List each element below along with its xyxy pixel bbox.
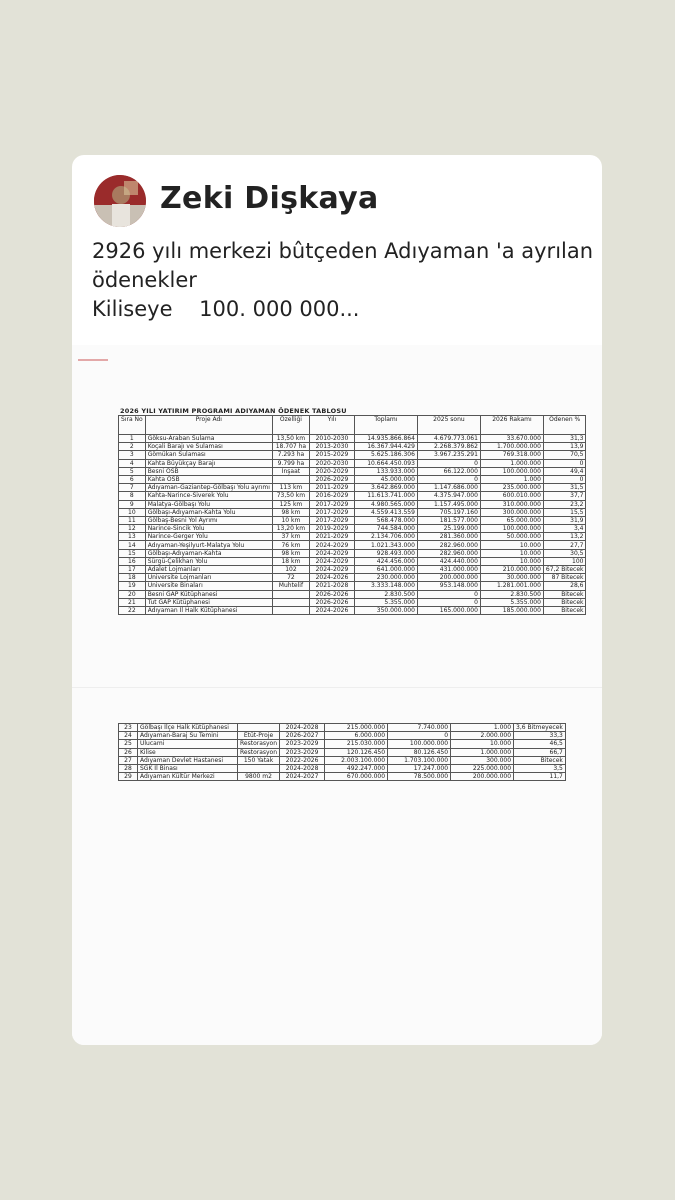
cell-oz: 9800 m2 (238, 773, 280, 781)
table-row (119, 732, 566, 740)
cell-yil: 2024-2026 (309, 606, 354, 614)
cell-rak: 200.000.000 (451, 773, 514, 781)
cell-top: 120.126.450 (325, 748, 388, 756)
table-row (119, 508, 586, 516)
cell-no: 9 (119, 500, 146, 508)
table-row (119, 756, 566, 764)
cell-od: 15,5 (543, 508, 586, 516)
table-row (119, 557, 586, 565)
cell-top: 16.367.944.429 (354, 443, 417, 451)
cell-no: 11 (119, 516, 146, 524)
cell-od: 31,3 (543, 435, 586, 443)
cell-yil: 2013-2030 (309, 443, 354, 451)
cell-oz: 13,50 km (272, 435, 309, 443)
cell-ad: Kilise (138, 748, 238, 756)
cell-sonu: 705.197.160 (417, 508, 480, 516)
cell-oz: 76 km (272, 541, 309, 549)
avatar-photo (94, 175, 146, 227)
cell-oz: 150 Yatak (238, 756, 280, 764)
cell-sonu: 4.375.947.000 (417, 492, 480, 500)
cell-top: 492.247.000 (325, 764, 388, 772)
cell-rak: 1.000 (480, 475, 543, 483)
cell-yil: 2010-2030 (309, 435, 354, 443)
cell-od: Bitecek (543, 598, 586, 606)
cell-oz: 113 km (272, 484, 309, 492)
table-row (119, 566, 586, 574)
cell-sonu: 165.000.000 (417, 606, 480, 614)
cell-top: 1.021.343.000 (354, 541, 417, 549)
cell-rak: 769.318.000 (480, 451, 543, 459)
cell-od: 11,7 (514, 773, 566, 781)
cell-sonu: 66.122.000 (417, 467, 480, 475)
cell-no: 4 (119, 459, 146, 467)
cell-rak: 33.670.000 (480, 435, 543, 443)
cell-yil: 2022-2026 (280, 756, 325, 764)
post-text (92, 237, 592, 324)
document-photo[interactable] (72, 345, 602, 1045)
table-row (119, 598, 586, 606)
table-row (119, 467, 586, 475)
cell-od: 27,7 (543, 541, 586, 549)
cell-yil: 2017-2029 (309, 516, 354, 524)
cell-yil: 2026-2027 (280, 732, 325, 740)
cell-ad: Gölbaş-Besni Yol Ayrımı (145, 516, 272, 524)
cell-yil: 2020-2030 (309, 459, 354, 467)
cell-oz: Etüt-Proje (238, 732, 280, 740)
cell-rak: 210.000.000 (480, 566, 543, 574)
table-row (119, 574, 586, 582)
cell-oz (272, 598, 309, 606)
cell-sonu: 1.157.495.000 (417, 500, 480, 508)
cell-rak: 300.000.000 (480, 508, 543, 516)
cell-rak: 300.000 (451, 756, 514, 764)
cell-sonu: 1.703.100.000 (388, 756, 451, 764)
table-row (119, 443, 586, 451)
cell-top: 3.333.148.000 (354, 582, 417, 590)
cell-oz (272, 590, 309, 598)
cell-ad: Ulucami (138, 740, 238, 748)
cell-rak: 100.000.000 (480, 467, 543, 475)
cell-no: 26 (119, 748, 138, 756)
cell-od: 0 (543, 475, 586, 483)
cell-no: 17 (119, 566, 146, 574)
cell-yil: 2024-2027 (280, 773, 325, 781)
cell-ad: Tut GAP Kütüphanesi (145, 598, 272, 606)
cell-oz (272, 606, 309, 614)
table-row (119, 748, 566, 756)
cell-od: 3,4 (543, 525, 586, 533)
cell-oz: 18 km (272, 557, 309, 565)
cell-oz: İnşaat (272, 467, 309, 475)
cell-top: 4.559.413.559 (354, 508, 417, 516)
cell-oz: 98 km (272, 508, 309, 516)
cell-rak: 10.000 (480, 549, 543, 557)
post-card (72, 155, 602, 1045)
cell-yil: 2021-2028 (309, 582, 354, 590)
cell-rak: 100.000.000 (480, 525, 543, 533)
cell-yil: 2020-2029 (309, 467, 354, 475)
cell-top: 6.000.000 (325, 732, 388, 740)
cell-sonu: 25.199.000 (417, 525, 480, 533)
post-text-line: 2926 yılı merkezi bûtçeden Adıyaman 'a ayrılan (92, 239, 594, 263)
cell-sonu: 953.148.000 (417, 582, 480, 590)
table-row (119, 525, 586, 533)
table-row (119, 435, 586, 443)
cell-no: 20 (119, 590, 146, 598)
cell-ad: Gömükan Sulaması (145, 451, 272, 459)
cell-rak: 1.000.000 (480, 459, 543, 467)
cell-top: 744.584.000 (354, 525, 417, 533)
cell-ad: Besni GAP Kütüphanesi (145, 590, 272, 598)
cell-no: 13 (119, 533, 146, 541)
cell-od: 31,5 (543, 484, 586, 492)
cell-ad: Üniversite Lojmanları (145, 574, 272, 582)
cell-yil: 2023-2029 (280, 748, 325, 756)
table-row (119, 740, 566, 748)
cell-yil: 2016-2029 (309, 492, 354, 500)
cell-od: Bitecek (543, 590, 586, 598)
cell-ad: Gölbaşı İlçe Halk Kütüphanesi (138, 724, 238, 732)
cell-ad: Kahta Büyükçay Barajı (145, 459, 272, 467)
cell-top: 11.613.741.000 (354, 492, 417, 500)
cell-od: 31,9 (543, 516, 586, 524)
cell-rak: 225.000.000 (451, 764, 514, 772)
cell-no: 29 (119, 773, 138, 781)
cell-top: 568.478.000 (354, 516, 417, 524)
cell-no: 22 (119, 606, 146, 614)
cell-ad: Adıyaman Kültür Merkezi (138, 773, 238, 781)
cell-od: 3,6 Bitmeyecek (514, 724, 566, 732)
table-row (119, 492, 586, 500)
cell-yil: 2023-2029 (280, 740, 325, 748)
post-text-line: ödenekler (92, 268, 197, 292)
cell-od: 66,7 (514, 748, 566, 756)
cell-no: 6 (119, 475, 146, 483)
cell-top: 424.456.000 (354, 557, 417, 565)
cell-ad: Adıyaman Devlet Hastanesi (138, 756, 238, 764)
header-feature: Özelliği (272, 416, 309, 435)
cell-oz: 9.799 ha (272, 459, 309, 467)
cell-no: 19 (119, 582, 146, 590)
table-row (119, 533, 586, 541)
cell-oz (238, 764, 280, 772)
cell-ad: Adalet Lojmanları (145, 566, 272, 574)
cell-rak: 185.000.000 (480, 606, 543, 614)
cell-top: 670.000.000 (325, 773, 388, 781)
table-row (119, 459, 586, 467)
cell-no: 15 (119, 549, 146, 557)
cell-od: 13,9 (543, 443, 586, 451)
cell-no: 27 (119, 756, 138, 764)
cell-sonu: 17.247.000 (388, 764, 451, 772)
cell-sonu: 0 (388, 732, 451, 740)
cell-no: 8 (119, 492, 146, 500)
cell-rak: 1.700.000.000 (480, 443, 543, 451)
table-row (119, 451, 586, 459)
cell-yil: 2021-2029 (309, 533, 354, 541)
cell-od: 87 Bitecek (543, 574, 586, 582)
header-2025: 2025 sonu (417, 416, 480, 435)
cell-no: 24 (119, 732, 138, 740)
cell-top: 350.000.000 (354, 606, 417, 614)
cell-no: 18 (119, 574, 146, 582)
cell-sonu: 200.000.000 (417, 574, 480, 582)
cell-sonu: 282.960.000 (417, 549, 480, 557)
cell-ad: Koçali Barajı ve Sulaması (145, 443, 272, 451)
cell-sonu: 0 (417, 598, 480, 606)
cell-top: 928.493.000 (354, 549, 417, 557)
cell-oz: Restorasyon (238, 740, 280, 748)
cell-sonu: 282.960.000 (417, 541, 480, 549)
cell-oz (272, 475, 309, 483)
cell-top: 5.625.186.306 (354, 451, 417, 459)
table-row (119, 516, 586, 524)
cell-rak: 2.830.500 (480, 590, 543, 598)
cell-rak: 65.000.000 (480, 516, 543, 524)
cell-oz: 73,50 km (272, 492, 309, 500)
cell-top: 3.642.869.000 (354, 484, 417, 492)
header-paid: Ödenen % (543, 416, 586, 435)
table-row (119, 549, 586, 557)
cell-oz: 10 km (272, 516, 309, 524)
cell-no: 21 (119, 598, 146, 606)
cell-rak: 50.000.000 (480, 533, 543, 541)
cell-no: 14 (119, 541, 146, 549)
cell-sonu: 4.679.773.061 (417, 435, 480, 443)
cell-top: 215.030.000 (325, 740, 388, 748)
cell-oz (238, 724, 280, 732)
cell-rak: 10.000 (451, 740, 514, 748)
cell-yil: 2017-2029 (309, 508, 354, 516)
cell-oz: 18.707 ha (272, 443, 309, 451)
cell-sonu: 431.000.000 (417, 566, 480, 574)
cell-rak: 10.000 (480, 557, 543, 565)
cell-od: 28,6 (543, 582, 586, 590)
cell-od: 13,2 (543, 533, 586, 541)
cell-ad: Göksu-Araban Sulama (145, 435, 272, 443)
cell-oz: 102 (272, 566, 309, 574)
cell-sonu: 0 (417, 459, 480, 467)
cell-yil: 2024-2029 (309, 566, 354, 574)
table-row (119, 582, 586, 590)
cell-oz: 37 km (272, 533, 309, 541)
cell-no: 5 (119, 467, 146, 475)
cell-sonu: 2.268.379.862 (417, 443, 480, 451)
cell-ad: Narince-Sincik Yolu (145, 525, 272, 533)
cell-no: 7 (119, 484, 146, 492)
scan-mark (78, 359, 108, 361)
budget-table-part-1 (118, 415, 586, 615)
table-row (119, 764, 566, 772)
cell-sonu: 3.967.235.291 (417, 451, 480, 459)
cell-sonu: 0 (417, 475, 480, 483)
cell-od: 37,7 (543, 492, 586, 500)
cell-rak: 1.000.000 (451, 748, 514, 756)
cell-yil: 2024-2029 (309, 549, 354, 557)
cell-rak: 10.000 (480, 541, 543, 549)
cell-od: 23,2 (543, 500, 586, 508)
table-row (119, 541, 586, 549)
cell-od: 67,2 Bitecek (543, 566, 586, 574)
cell-top: 641.000.000 (354, 566, 417, 574)
cell-top: 45.000.000 (354, 475, 417, 483)
cell-rak: 5.355.000 (480, 598, 543, 606)
cell-top: 2.830.500 (354, 590, 417, 598)
cell-yil: 2026-2026 (309, 598, 354, 606)
cell-sonu: 424.440.000 (417, 557, 480, 565)
cell-no: 2 (119, 443, 146, 451)
cell-yil: 2019-2029 (309, 525, 354, 533)
cell-rak: 30.000.000 (480, 574, 543, 582)
document-title: 2026 YILI YATIRIM PROGRAMI ADIYAMAN ÖDENEK TABLOSU (120, 407, 347, 415)
table-body (119, 435, 586, 615)
cell-oz: 13,20 km (272, 525, 309, 533)
cell-od: 46,5 (514, 740, 566, 748)
cell-no: 16 (119, 557, 146, 565)
header-total: Toplamı (354, 416, 417, 435)
cell-ad: Adıyaman-Gaziantep-Gölbaşı Yolu ayrımı (145, 484, 272, 492)
cell-ad: Kahta-Narince-Siverek Yolu (145, 492, 272, 500)
cell-rak: 600.010.000 (480, 492, 543, 500)
cell-od: 3,5 (514, 764, 566, 772)
cell-ad: Malatya-Gölbaşı Yolu (145, 500, 272, 508)
cell-ad: Narince-Gerger Yolu (145, 533, 272, 541)
cell-top: 14.935.866.864 (354, 435, 417, 443)
cell-sonu: 281.360.000 (417, 533, 480, 541)
cell-ad: Adıyaman-Baraj Su Temini (138, 732, 238, 740)
cell-od: 30,5 (543, 549, 586, 557)
cell-ad: Gölbaşı-Adıyaman-Kahta (145, 549, 272, 557)
table-body (119, 724, 566, 781)
cell-oz: 7.293 ha (272, 451, 309, 459)
cell-oz: 125 km (272, 500, 309, 508)
table-row (119, 500, 586, 508)
cell-ad: Sürgü-Çelikhan Yolu (145, 557, 272, 565)
header-2026: 2026 Rakamı (480, 416, 543, 435)
cell-od: 33,3 (514, 732, 566, 740)
cell-sonu: 181.577.000 (417, 516, 480, 524)
cell-no: 10 (119, 508, 146, 516)
cell-sonu: 0 (417, 590, 480, 598)
cell-no: 1 (119, 435, 146, 443)
table-row (119, 484, 586, 492)
avatar[interactable] (94, 175, 146, 227)
cell-od: 70,5 (543, 451, 586, 459)
cell-sonu: 1.147.686.000 (417, 484, 480, 492)
cell-top: 2.003.100.000 (325, 756, 388, 764)
cell-sonu: 100.000.000 (388, 740, 451, 748)
table-row (119, 475, 586, 483)
table-row (119, 606, 586, 614)
cell-yil: 2017-2029 (309, 500, 354, 508)
cell-yil: 2026-2029 (309, 475, 354, 483)
cell-yil: 2024-2026 (309, 574, 354, 582)
cell-od: Bitecek (543, 606, 586, 614)
cell-top: 10.664.450.093 (354, 459, 417, 467)
table-row (119, 724, 566, 732)
cell-yil: 2011-2029 (309, 484, 354, 492)
cell-no: 3 (119, 451, 146, 459)
cell-oz: 72 (272, 574, 309, 582)
cell-ad: SGK İl Binası (138, 764, 238, 772)
cell-no: 12 (119, 525, 146, 533)
cell-top: 2.134.706.000 (354, 533, 417, 541)
header-project: Proje Adı (145, 416, 272, 435)
cell-sonu: 78.500.000 (388, 773, 451, 781)
cell-ad: Üniversite Binaları (145, 582, 272, 590)
cell-rak: 1.000 (451, 724, 514, 732)
cell-top: 215.000.000 (325, 724, 388, 732)
cell-sonu: 7.740.000 (388, 724, 451, 732)
header-year: Yılı (309, 416, 354, 435)
cell-sonu: 80.126.450 (388, 748, 451, 756)
table-row (119, 590, 586, 598)
cell-yil: 2024-2028 (280, 724, 325, 732)
cell-od: Bitecek (514, 756, 566, 764)
cell-top: 133.933.000 (354, 467, 417, 475)
table-header-row (119, 416, 586, 435)
cell-rak: 2.000.000 (451, 732, 514, 740)
cell-ad: Gölbaşı-Adıyaman-Kahta Yolu (145, 508, 272, 516)
cell-no: 23 (119, 724, 138, 732)
cell-ad: Besni OSB (145, 467, 272, 475)
table-row (119, 773, 566, 781)
header-no: Sıra No (119, 416, 146, 435)
cell-rak: 310.000.000 (480, 500, 543, 508)
cell-rak: 235.000.000 (480, 484, 543, 492)
cell-yil: 2026-2026 (309, 590, 354, 598)
cell-no: 25 (119, 740, 138, 748)
cell-rak: 1.281.001.000 (480, 582, 543, 590)
budget-table-part-2 (118, 723, 566, 781)
cell-od: 100 (543, 557, 586, 565)
cell-oz: 98 km (272, 549, 309, 557)
cell-top: 4.980.565.000 (354, 500, 417, 508)
cell-ad: Adıyaman İl Halk Kütüphanesi (145, 606, 272, 614)
cell-oz: Muhtelif (272, 582, 309, 590)
cell-od: 49,4 (543, 467, 586, 475)
cell-od: 0 (543, 459, 586, 467)
cell-yil: 2024-2029 (309, 557, 354, 565)
cell-no: 28 (119, 764, 138, 772)
cell-oz: Restorasyon (238, 748, 280, 756)
cell-yil: 2024-2029 (309, 541, 354, 549)
cell-ad: Kahta OSB (145, 475, 272, 483)
cell-top: 5.355.000 (354, 598, 417, 606)
cell-ad: Adıyaman-Yeşilyurt-Malatya Yolu (145, 541, 272, 549)
author-name[interactable]: Zeki Dişkaya (160, 181, 379, 216)
cell-top: 230.000.000 (354, 574, 417, 582)
cell-yil: 2024-2028 (280, 764, 325, 772)
post-text-line[interactable]: Kiliseye 100. 000 000... (92, 297, 360, 321)
divider (72, 687, 602, 688)
cell-yil: 2015-2029 (309, 451, 354, 459)
